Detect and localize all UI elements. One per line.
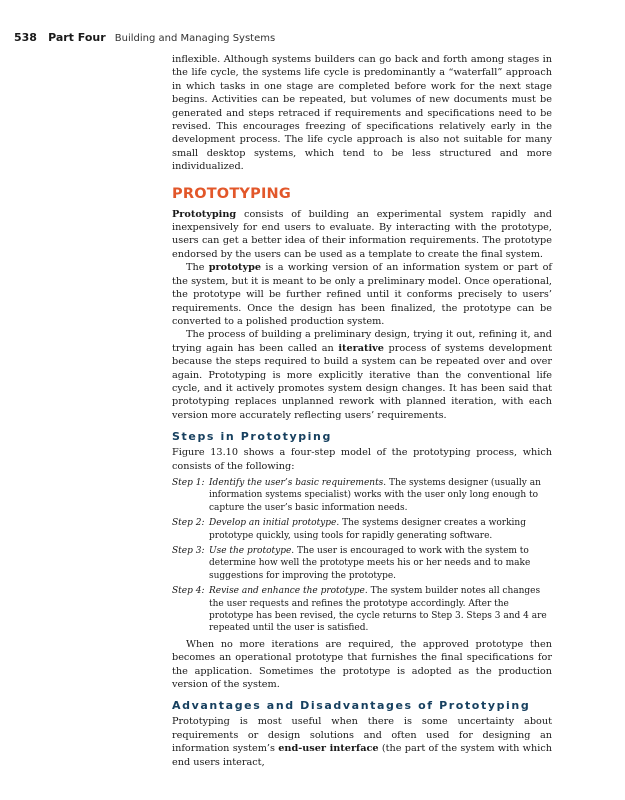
step-label: Step 3: <box>172 546 205 556</box>
step-text <box>209 517 552 542</box>
step-item <box>172 477 552 514</box>
steps-intro: Figure 13.10 shows a four-step model of the prototyping process, which consists of the following: <box>172 447 552 472</box>
step-body: The system builder notes all changes the user requests and refines the prototype accordingly. After the prototype has been revised, the cycle returns to Step 3. Steps 3 and 4 are repeated until the user is satisfied. <box>209 586 547 634</box>
term-end-user-interface: end-user interface <box>278 743 379 755</box>
paragraph-lead: The process of building a preliminary design, trying it out, refining it, and trying again has been called an <box>172 329 552 354</box>
term-prototype: prototype <box>208 262 262 274</box>
term-prototyping: Prototyping <box>172 208 237 220</box>
prototyping-paragraph-1 <box>172 208 552 262</box>
step-label: Step 2: <box>172 518 205 529</box>
running-head <box>14 26 275 45</box>
step-text <box>209 585 552 635</box>
paragraph-lead: Prototyping is most useful when there is some uncertainty about requirements or design solutions and often used for designing an information system’s <box>172 716 552 755</box>
section-heading-prototyping: PROTOTYPING <box>172 185 291 202</box>
step-title: Use the prototype. <box>209 546 295 556</box>
steps-list <box>172 477 552 635</box>
prototyping-paragraph-2 <box>172 261 552 328</box>
step-title: Develop an initial prototype. <box>209 518 340 529</box>
part-label: Part Four <box>48 31 106 44</box>
page-number: 538 <box>14 31 37 44</box>
term-iterative: iterative <box>338 342 384 354</box>
step-item <box>172 585 552 635</box>
main-column <box>172 53 552 769</box>
step-label: Step 4: <box>172 586 205 597</box>
subsection-heading-advantages: Advantages and Disadvantages of Prototyping <box>172 699 531 713</box>
step-body: The systems designer (usually an information systems specialist) works with the user only long enough to capture the user’s basic information needs. <box>209 477 541 513</box>
step-item <box>172 517 552 542</box>
step-title: Identify the user’s basic requirements. <box>209 477 387 488</box>
paragraph-text: consists of building an experimental system rapidly and inexpensively for end users to evaluate. By interacting with the prototype, users can get a better idea of their information requirements. The prototype endorsed by the users can be used as a template to create the final system. <box>172 208 552 260</box>
paragraph-text: (the part of the system with which end users interact, <box>172 743 552 768</box>
step-item <box>172 545 552 582</box>
subsection-heading-steps: Steps in Prototyping <box>172 430 332 444</box>
step-body: The user is encouraged to work with the system to determine how well the prototype meets his or her needs and to make suggestions for improving the prototype. <box>209 546 531 581</box>
paragraph-text: is a working version of an information system or part of the system, but it is meant to be only a preliminary model. Once operational, the prototype will be further refined until it conforms precisely to users’ requirements. Once the design has been finalized, the prototype can be converted to a polished production system. <box>172 262 552 327</box>
step-label: Step 1: <box>172 477 205 488</box>
paragraph-lead: The <box>186 262 209 274</box>
step-title: Revise and enhance the prototype. <box>209 586 368 597</box>
steps-closing-paragraph: When no more iterations are required, the approved prototype then becomes an operational prototype that furnishes the final specifications for the application. Sometimes the prototype is adopted as the production version of the system. <box>172 638 552 691</box>
part-title: Building and Managing Systems <box>114 33 276 44</box>
intro-paragraph: inflexible. Although systems builders can go back and forth among stages in the life cycle, the systems life cycle is predominantly a “waterfall” approach in which tasks in one stage are completed before work for the next stage begins. Activities can be repeated, but volumes of new documents must be generated and steps retraced if requirements and specifications need to be revised. This encourages freezing of specifications relatively early in the development process. The life cycle approach is also not suitable for many small desktop systems, which tend to be less structured and more individualized. <box>172 54 552 173</box>
paragraph-text: process of systems development because the steps required to build a system can be repeated over and over again. Prototyping is more explicitly iterative than the conventional life cycle, and it actively promotes system design changes. It has been said that prototyping replaces unplanned rework with planned iteration, with each version more accurately reflecting users’ requirements. <box>172 342 552 421</box>
advantages-paragraph <box>172 715 552 769</box>
step-body: The systems designer creates a working prototype quickly, using tools for rapidly generating software. <box>209 518 526 541</box>
prototyping-paragraph-3 <box>172 328 552 422</box>
step-text <box>209 477 552 514</box>
step-text <box>209 545 552 582</box>
